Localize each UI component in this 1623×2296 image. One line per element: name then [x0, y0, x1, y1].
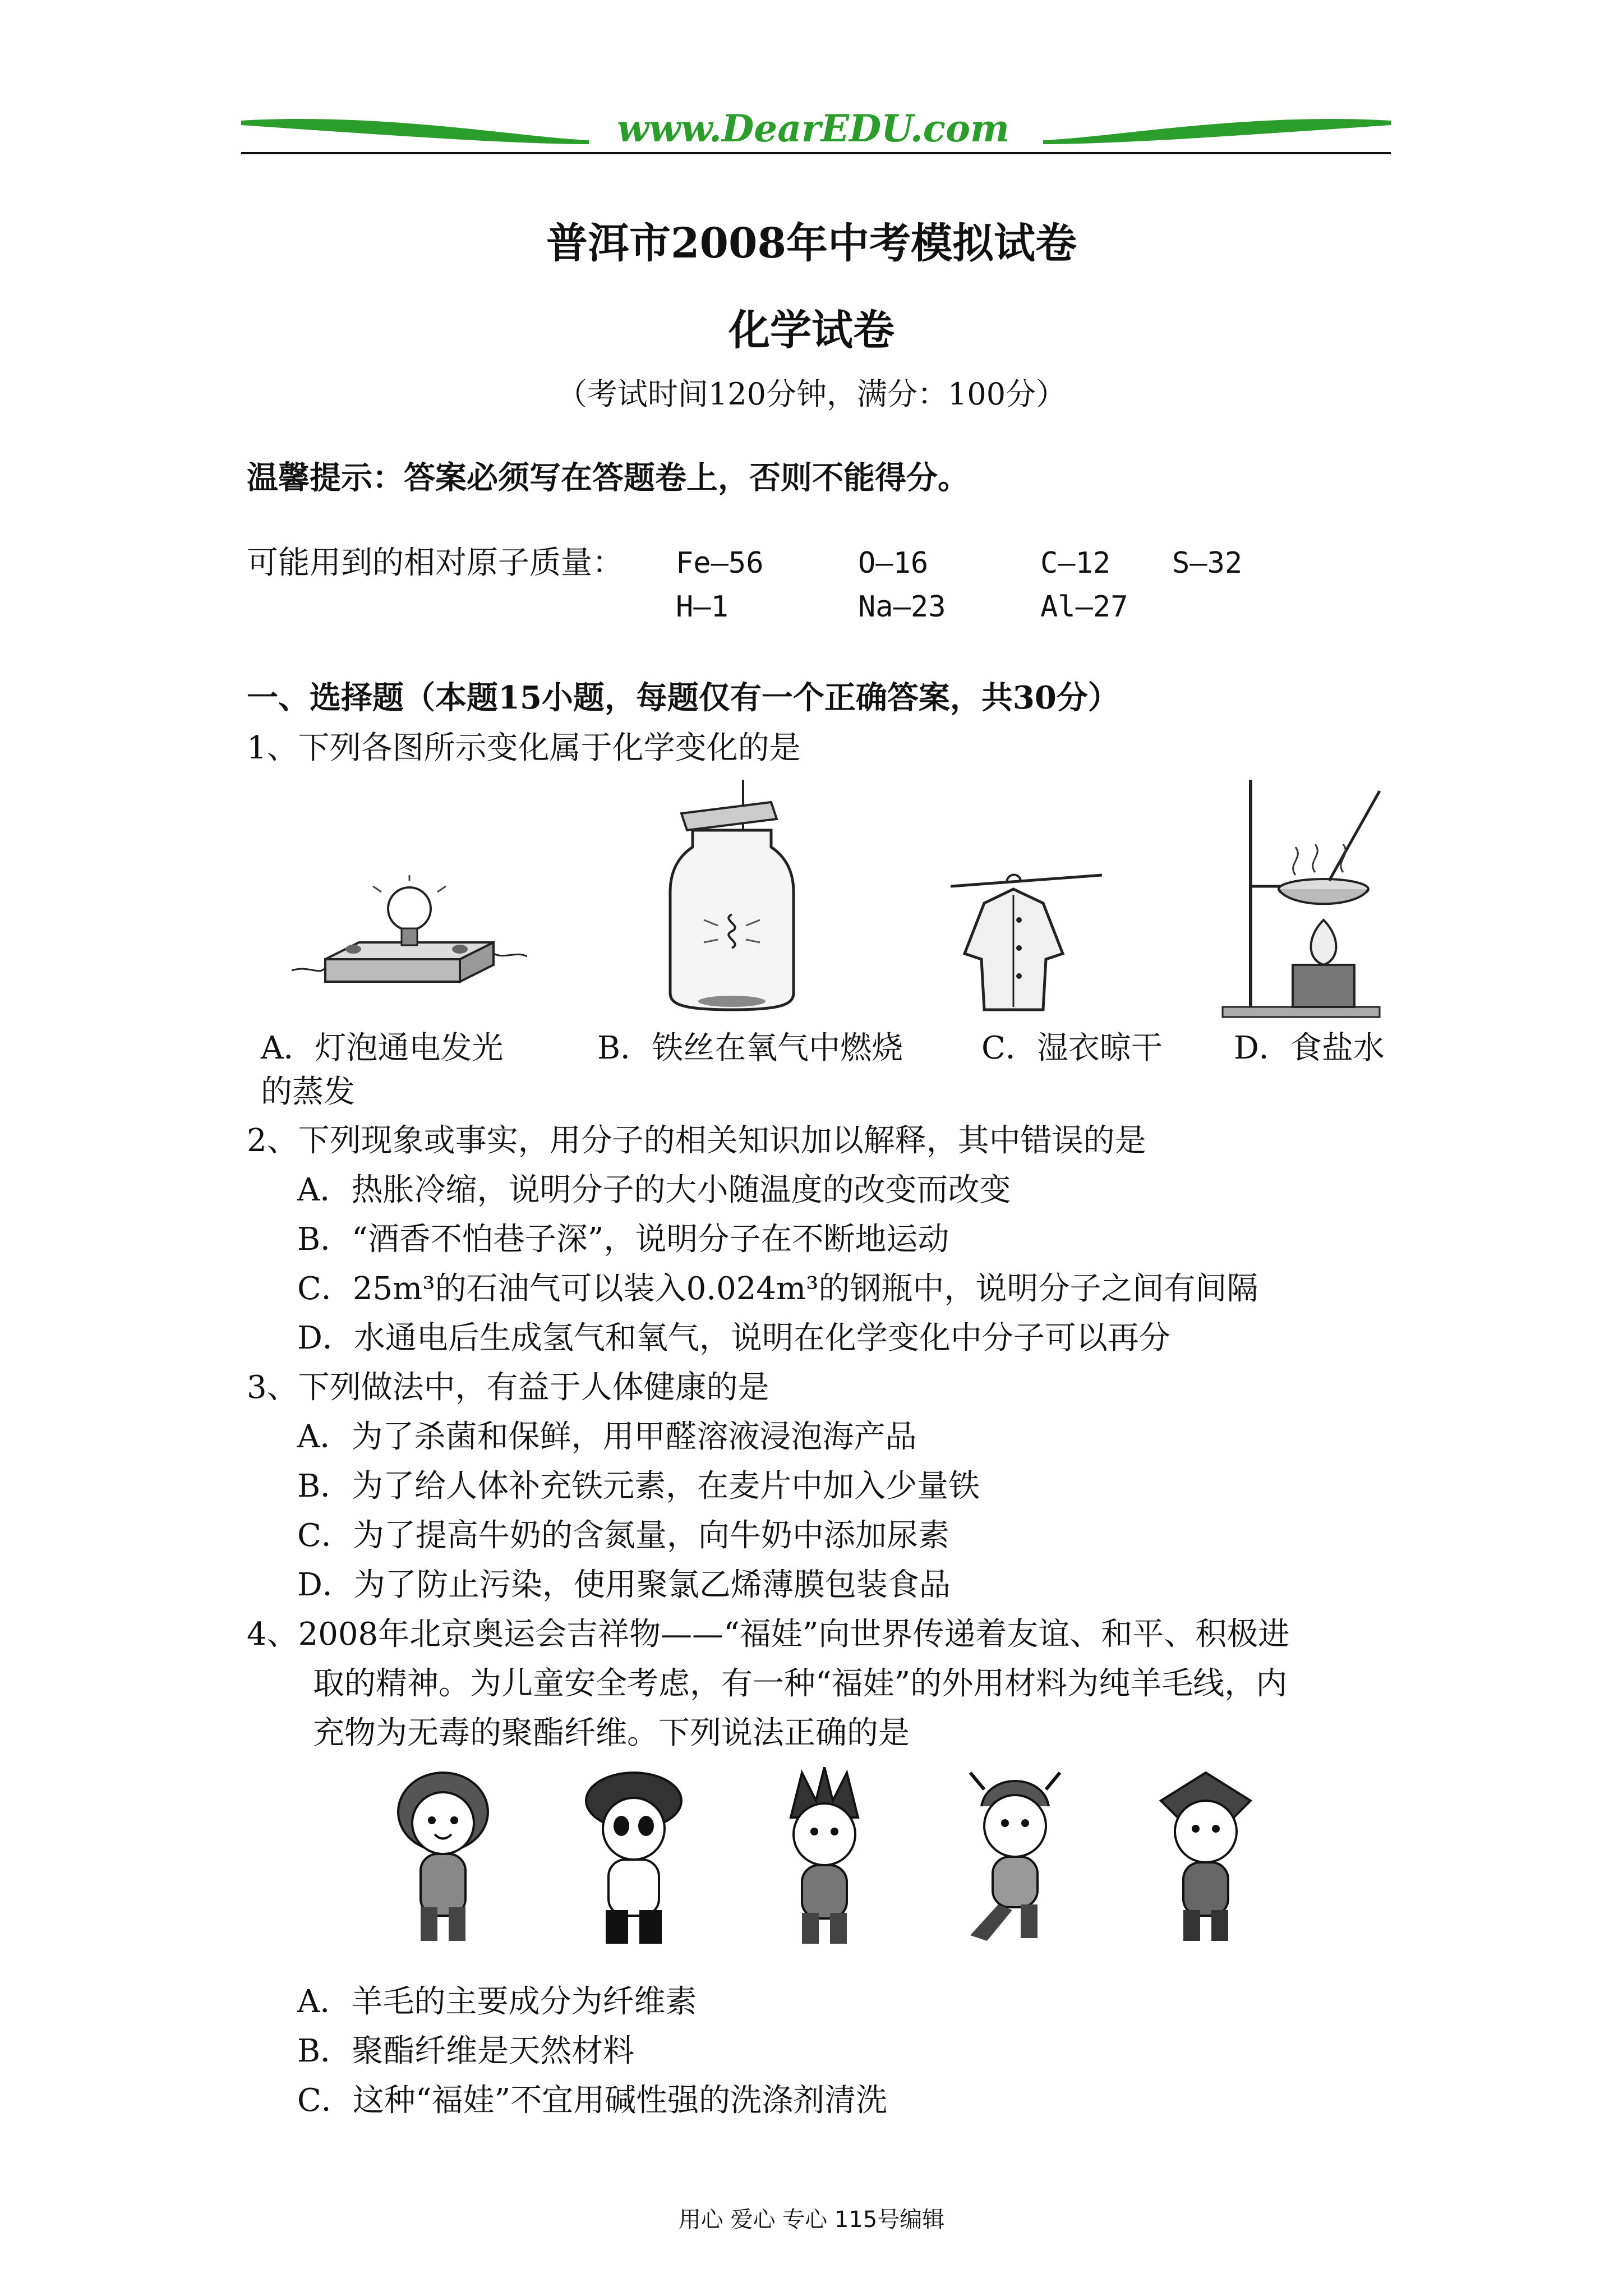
page-footer: 用心 爱心 专心 115号编辑 [678, 2207, 945, 2233]
q2-option-d: D．水通电后生成氢气和氧气，说明在化学变化中分子可以再分 [297, 1320, 1170, 1356]
mascot-jingjing-icon [586, 1773, 681, 1944]
question-2-stem: 2、下列现象或事实，用分子的相关知识加以解释，其中错误的是 [247, 1122, 1146, 1159]
atomic-mass-na: Na—23 [858, 590, 946, 624]
iron-wire-jar-figure [665, 780, 799, 1015]
mascot-yingying-icon [970, 1773, 1060, 1941]
mascot-huanhuan-icon [791, 1767, 858, 1944]
mascot-beibei-icon [398, 1773, 488, 1941]
page-title: 普洱市2008年中考模拟试卷 [546, 219, 1077, 268]
q2-option-a: A．热胀冷缩，说明分子的大小随温度的改变而改变 [297, 1172, 1011, 1208]
q3-option-a: A．为了杀菌和保鲜，用甲醛溶液浸泡海产品 [297, 1419, 917, 1455]
atomic-mass-o: O—16 [858, 546, 929, 580]
warm-tip: 温馨提示：答案必须写在答题卷上，否则不能得分。 [247, 459, 969, 496]
atomic-mass-label: 可能用到的相对原子质量： [247, 545, 624, 581]
q2-option-c: C．25m³的石油气可以装入0.024m³的钢瓶中，说明分子之间有间隔 [297, 1271, 1258, 1307]
atomic-mass-s: S—32 [1172, 546, 1243, 580]
exam-info: （考试时间120分钟，满分：100分） [556, 376, 1067, 412]
q4-option-b: B．聚酯纤维是天然材料 [297, 2033, 635, 2069]
atomic-mass-fe: Fe—56 [676, 546, 764, 580]
q1-option-d: D．食盐水 [1234, 1030, 1385, 1066]
q3-option-b: B．为了给人体补充铁元素，在麦片中加入少量铁 [297, 1468, 980, 1504]
atomic-mass-h: H—1 [676, 590, 728, 624]
section-heading: 一、选择题（本题15小题，每题仅有一个正确答案，共30分） [247, 679, 1119, 716]
q1-option-a: A．灯泡通电发光 [261, 1030, 504, 1066]
q4-option-a: A．羊毛的主要成分为纤维素 [297, 1984, 697, 2020]
question-1-stem: 1、下列各图所示变化属于化学变化的是 [247, 730, 801, 766]
evaporation-figure [1217, 769, 1408, 1021]
q4-option-c: C．这种“福娃”不宜用碱性强的洗涤剂清洗 [297, 2082, 888, 2119]
question-4-stem-line-3: 充物为无毒的聚酯纤维。下列说法正确的是 [313, 1715, 910, 1751]
light-bulb-figure [292, 875, 527, 1010]
atomic-mass-c: C—12 [1040, 546, 1111, 580]
mascot-nini-icon [1161, 1773, 1251, 1941]
header-logo: www.DearEDU.com [617, 107, 1009, 150]
wet-clothes-figure [951, 864, 1102, 1021]
q1-option-b: B．铁丝在氧气中燃烧 [597, 1030, 903, 1066]
question-4-stem-line-2: 取的精神。为儿童安全考虑，有一种“福娃”的外用材料为纯羊毛线，内 [313, 1665, 1288, 1702]
q1-option-d-continued: 的蒸发 [261, 1074, 355, 1110]
q2-option-b: B．“酒香不怕巷子深”，说明分子在不断地运动 [297, 1221, 949, 1258]
q3-option-d: D．为了防止污染，使用聚氯乙烯薄膜包装食品 [297, 1567, 951, 1603]
question-4-stem-line-1: 4、2008年北京奥运会吉祥物——“福娃”向世界传递着友谊、和平、积极进 [247, 1616, 1290, 1653]
fuwa-mascots-figure [365, 1767, 1318, 1952]
q1-option-c: C．湿衣晾干 [981, 1030, 1163, 1066]
question-3-stem: 3、下列做法中，有益于人体健康的是 [247, 1369, 769, 1406]
q3-option-c: C．为了提高牛奶的含氮量，向牛奶中添加尿素 [297, 1517, 949, 1554]
atomic-mass-al: Al—27 [1040, 590, 1128, 624]
subject-title: 化学试卷 [728, 306, 895, 355]
